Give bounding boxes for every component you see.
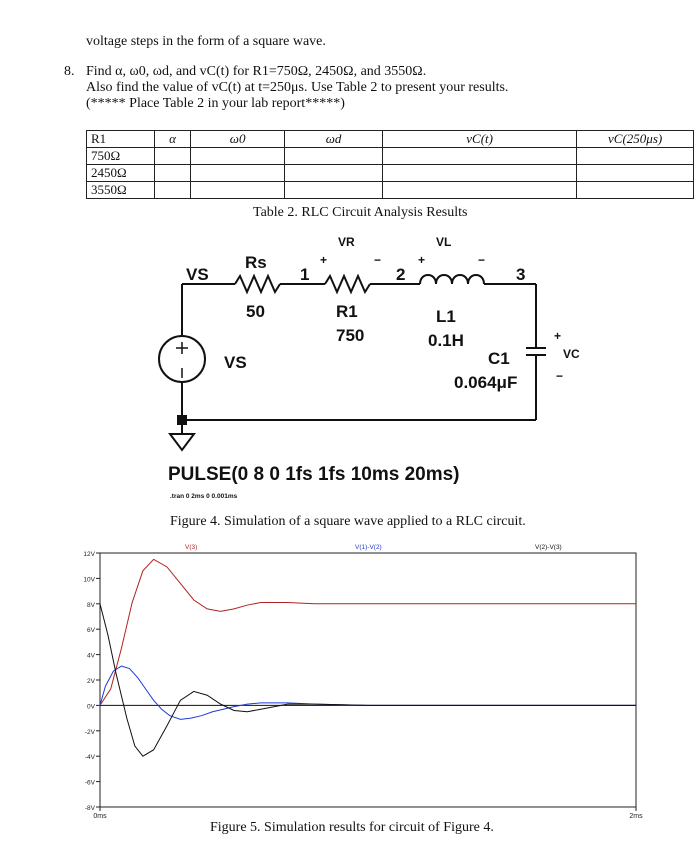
- table-header-omegad: ωd: [285, 131, 383, 148]
- y-tick-label: 12V: [83, 551, 95, 558]
- label-l1-name: L1: [436, 307, 456, 326]
- label-vs-node: VS: [186, 265, 209, 284]
- label-rs-value: 50: [246, 302, 265, 321]
- tran-directive: .tran 0 2ms 0 0.001ms: [170, 493, 238, 500]
- table-header-vc250: vC(250μs): [577, 131, 694, 148]
- question-line-2: Also find the value of vC(t) at t=250μs. Use Table 2 to present your results.: [86, 80, 509, 95]
- label-r1-value: 750: [336, 326, 365, 345]
- label-vr: VR: [338, 235, 355, 249]
- x-tick-label: 2ms: [629, 813, 643, 820]
- y-tick-label: 6V: [87, 627, 95, 635]
- question-line-1: Find α, ω0, ωd, and vC(t) for R1=750Ω, 2450Ω, and 3550Ω.: [86, 64, 427, 79]
- label-node-3: 3: [516, 265, 526, 284]
- label-vc: VC: [563, 347, 580, 361]
- label-rs-name: Rs: [245, 253, 267, 272]
- table-header-r1: R1: [87, 131, 155, 148]
- table-header-omega0: ω0: [191, 131, 285, 148]
- x-tick-label: 0ms: [93, 813, 107, 820]
- y-tick-label: 0V: [87, 703, 95, 711]
- figure4-caption: Figure 4. Simulation of a square wave applied to a RLC circuit.: [170, 514, 526, 529]
- table-caption: Table 2. RLC Circuit Analysis Results: [253, 205, 468, 220]
- y-tick-label: -6V: [84, 779, 95, 787]
- question-line-3: (***** Place Table 2 in your lab report*****): [86, 96, 345, 111]
- y-tick-label: -4V: [84, 754, 95, 762]
- label-node-1: 1: [300, 265, 310, 284]
- table-header-vct: vC(t): [383, 131, 577, 148]
- table-cell: 750Ω: [87, 148, 155, 165]
- label-r1-name: R1: [336, 302, 358, 321]
- intro-line: voltage steps in the form of a square wave.: [86, 34, 326, 49]
- table-cell: 3550Ω: [87, 182, 155, 199]
- y-tick-label: -8V: [84, 805, 95, 812]
- y-tick-label: -2V: [84, 728, 95, 736]
- legend-entry: V(2)-V(3): [535, 544, 562, 551]
- simulation-plot: [0, 535, 694, 821]
- y-tick-label: 2V: [87, 678, 95, 685]
- legend-entry: V(3): [185, 544, 198, 551]
- table-header-alpha: α: [155, 131, 191, 148]
- label-vc-minus: −: [556, 369, 564, 383]
- figure5-caption: Figure 5. Simulation results for circuit of Figure 4.: [210, 820, 494, 835]
- label-vr-minus: −: [374, 253, 382, 267]
- y-tick-label: 4V: [87, 652, 95, 660]
- label-node-2: 2: [396, 265, 406, 284]
- results-table: [86, 130, 694, 199]
- label-vc-plus: +: [554, 329, 562, 343]
- ground-node: [177, 415, 187, 425]
- y-tick-label: 10V: [83, 576, 95, 584]
- table-cell: 2450Ω: [87, 165, 155, 182]
- label-vl-minus: −: [478, 253, 486, 267]
- table-row: [87, 148, 694, 165]
- label-l1-value: 0.1H: [428, 331, 464, 350]
- label-c1-name: C1: [488, 349, 510, 368]
- label-vl: VL: [436, 235, 452, 249]
- question-number: 8.: [64, 64, 75, 79]
- label-vl-plus: +: [418, 253, 426, 267]
- table-row: [87, 182, 694, 199]
- table-header-row: [87, 131, 694, 148]
- rlc-circuit-schematic: [140, 228, 600, 458]
- label-vr-plus: +: [320, 253, 328, 267]
- pulse-directive: PULSE(0 8 0 1fs 1fs 10ms 20ms): [168, 464, 460, 485]
- label-source-name: VS: [224, 353, 247, 372]
- table-row: [87, 165, 694, 182]
- plot-frame: [100, 553, 636, 807]
- y-tick-label: 8V: [87, 601, 95, 609]
- legend-entry: V(1)-V(2): [355, 544, 382, 551]
- label-c1-value: 0.064μF: [454, 373, 518, 392]
